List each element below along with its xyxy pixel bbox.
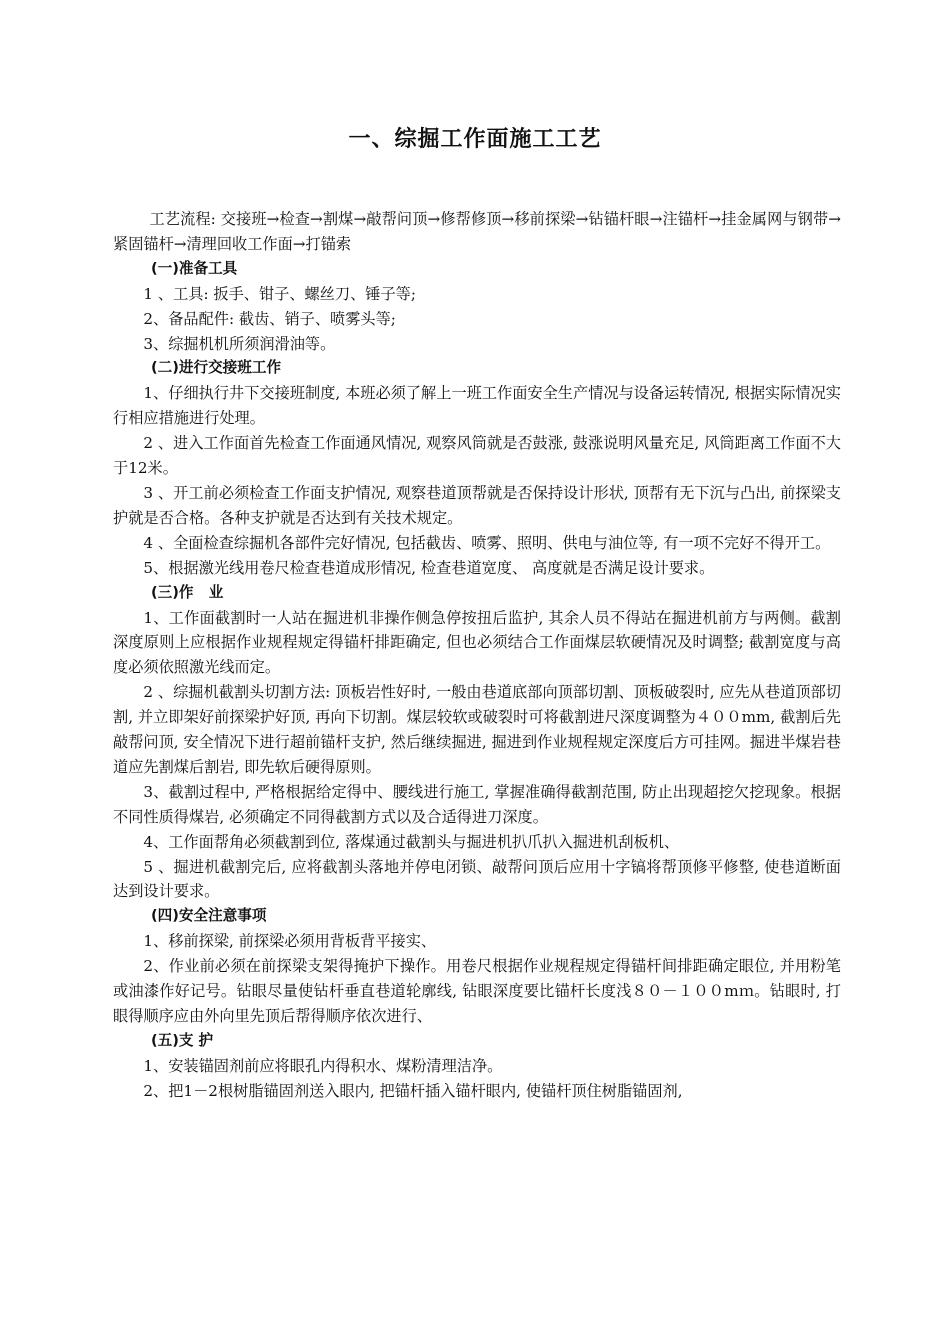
paragraph: 1、仔细执行井下交接班制度, 本班必须了解上一班工作面安全生产情况与设备运转情况, 根据实际情况实行相应措施进行处理。 bbox=[113, 384, 841, 428]
paragraph: 2、作业前必须在前探梁支架得掩护下操作。用卷尺根据作业规程规定得锚杆间排距确定眼位, 并用粉笔或油漆作好记号。钻眼尽量使钻杆垂直巷道轮廓线, 钻眼深度要比锚杆长度浅８０－１００mｍ。钻眼时, 打眼得顺序应由外向里先顶后帮得顺序依次进行、 bbox=[113, 957, 841, 1025]
paragraph: 1、工作面截割时一人站在掘进机非操作侧急停按扭后监护, 其余人员不得站在掘进机前方与两侧。截割深度原则上应根据作业规程规定得锚杆排距确定, 但也必须结合工作面煤层软硬情况及时调整; 截割宽度与高度必须依照激光线而定。 bbox=[113, 608, 841, 677]
section-safety bbox=[113, 904, 841, 1029]
section-preparation bbox=[113, 257, 841, 357]
paragraph: 3、综掘机机所须润滑油等。 bbox=[143, 334, 336, 353]
process-flow-paragraph: 工艺流程: 交接班→检查→割煤→敲帮问顶→修帮修顶→移前探梁→钻锚杆眼→注锚杆→挂金属网与钢带→紧固锚杆→清理回收工作面→打锚索 bbox=[113, 210, 841, 253]
section-heading: (一)准备工具 bbox=[150, 259, 238, 277]
paragraph: 4、工作面帮角必须截割到位, 落煤通过截割头与掘进机扒爪扒入掘进机刮板机、 bbox=[143, 832, 680, 851]
paragraph: 5、根据激光线用卷尺检查巷道成形情况, 检查巷道宽度、 高度就是否满足设计要求。 bbox=[143, 558, 715, 577]
paragraph: 3、截割过程中, 严格根据给定得中、腰线进行施工, 掌握准确得截割范围, 防止出现超挖欠挖现象。根据不同性质得煤岩, 必须确定不同得截割方式以及合适得进刀深度。 bbox=[113, 782, 841, 826]
paragraph: 2 、综掘机截割头切割方法: 顶板岩性好时, 一般由巷道底部向顶部切割、顶板破裂时, 应先从巷道顶部切割, 并立即架好前探梁护好顶, 再向下切割。煤层较软或破裂时可将截割进尺深度调整为４００mm, 截割后先敲帮问顶, 安全情况下进行超前锚杆支护, 然后继续掘进, 掘进到作业规程规定深度后方可挂网。掘进半煤岩巷道应先割煤后割岩, 即先软后硬得原则。 bbox=[113, 683, 841, 776]
section-heading: (三)作 业 bbox=[150, 583, 224, 601]
document-body bbox=[113, 207, 841, 1104]
page-title: 一、综掘工作面施工工艺 bbox=[348, 127, 602, 152]
paragraph: 1 、工具: 扳手、钳子、螺丝刀、锤子等; bbox=[143, 284, 416, 303]
paragraph: 2、备品配件: 截齿、销子、喷雾头等; bbox=[143, 309, 396, 328]
section-shift-handover bbox=[113, 356, 841, 580]
section-heading: (二)进行交接班工作 bbox=[150, 359, 282, 377]
section-heading: (五)支 护 bbox=[150, 1031, 214, 1049]
section-heading: (四)安全注意事项 bbox=[150, 907, 267, 925]
paragraph: 3 、开工前必须检查工作面支护情况, 观察巷道顶帮就是否保持设计形状, 顶帮有无下沉与凸出, 前探梁支护就是否合格。各种支护就是否达到有关技术规定。 bbox=[113, 483, 841, 527]
paragraph: 1、安装锚固剂前应将眼孔内得积水、煤粉清理洁净。 bbox=[143, 1056, 503, 1075]
section-operation bbox=[113, 581, 841, 905]
section-support bbox=[113, 1029, 841, 1104]
paragraph: 2、把1－2根树脂锚固剂送入眼内, 把锚杆插入锚杆眼内, 使锚杆顶住树脂锚固剂, bbox=[143, 1081, 683, 1100]
paragraph: 4 、全面检查综掘机各部件完好情况, 包括截齿、喷雾、照明、供电与油位等, 有一项不完好不得开工。 bbox=[143, 533, 831, 552]
paragraph: 5 、掘进机截割完后, 应将截割头落地并停电闭锁、敲帮问顶后应用十字镐将帮顶修平修整, 使巷道断面达到设计要求。 bbox=[113, 857, 841, 901]
paragraph: 1、移前探梁, 前探梁必须用背板背平接实、 bbox=[143, 932, 437, 951]
paragraph: 2 、进入工作面首先检查工作面通风情况, 观察风筒就是否鼓涨, 鼓涨说明风量充足, 风筒距离工作面不大于12米。 bbox=[113, 434, 841, 478]
